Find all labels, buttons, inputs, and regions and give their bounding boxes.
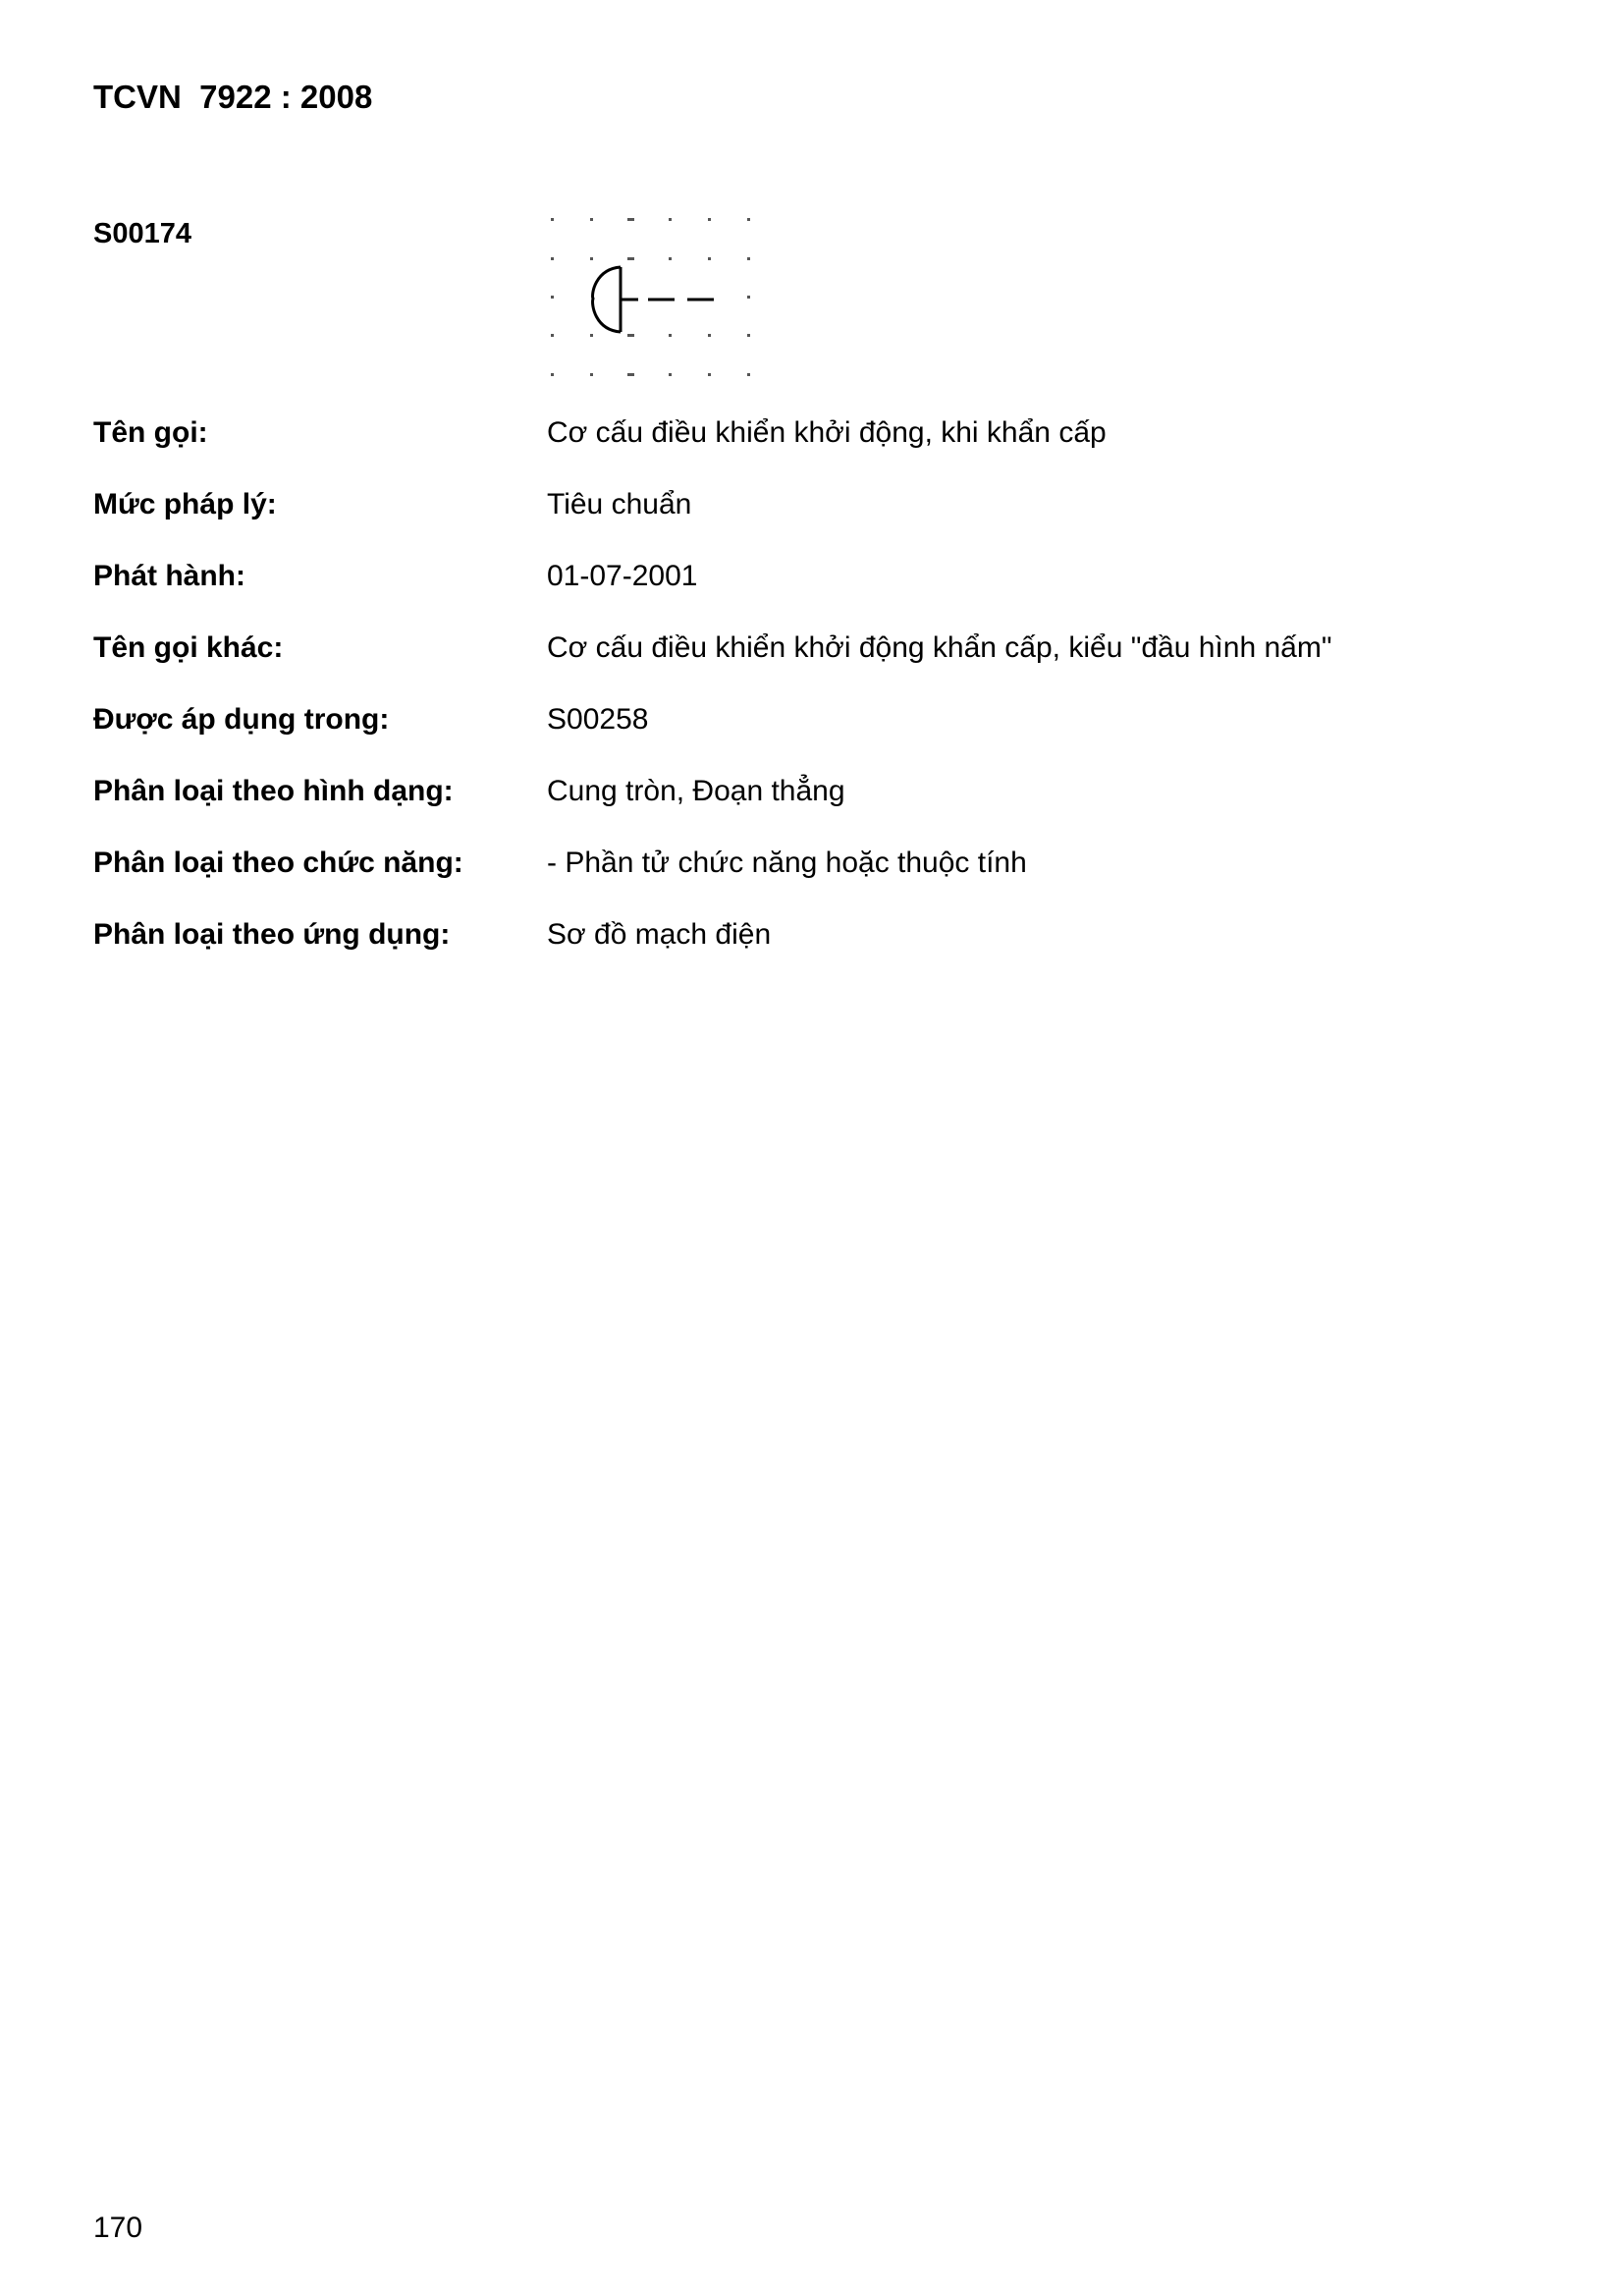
- grid-dots: [551, 218, 750, 376]
- symbol-strokes: [593, 267, 714, 332]
- property-row-applied-in: [93, 703, 1517, 746]
- property-value: Cơ cấu điều khiển khởi động, khi khẩn cấp: [547, 416, 1107, 449]
- property-value: - Phần tử chức năng hoặc thuộc tính: [547, 847, 1027, 879]
- property-row-shape-class: [93, 775, 1517, 818]
- property-label: Phân loại theo ứng dụng:: [93, 918, 451, 951]
- property-label: Tên gọi:: [93, 416, 208, 449]
- property-label: Phân loại theo chức năng:: [93, 847, 463, 879]
- property-row-legal-level: [93, 488, 1517, 531]
- emergency-stop-symbol-icon: [540, 208, 766, 385]
- symbol-code: S00174: [93, 218, 191, 249]
- property-row-application-class: [93, 918, 1517, 961]
- property-label: Được áp dụng trong:: [93, 703, 390, 736]
- property-row-function-class: [93, 847, 1517, 890]
- property-value: Cung tròn, Đoạn thẳng: [547, 775, 845, 807]
- property-value: Sơ đồ mạch điện: [547, 918, 772, 951]
- property-row-other-name: [93, 631, 1517, 675]
- property-label: Phát hành:: [93, 560, 245, 592]
- property-value: Cơ cấu điều khiển khởi động khẩn cấp, kiểu "đầu hình nấm": [547, 631, 1332, 664]
- property-label: Tên gọi khác:: [93, 631, 284, 664]
- property-value: 01-07-2001: [547, 560, 698, 592]
- property-value: Tiêu chuẩn: [547, 488, 692, 520]
- property-row-name: [93, 416, 1517, 460]
- property-label: Mức pháp lý:: [93, 488, 277, 520]
- property-value: S00258: [547, 703, 649, 736]
- property-label: Phân loại theo hình dạng:: [93, 775, 454, 807]
- property-row-issued: [93, 560, 1517, 603]
- document-title: TCVN 7922 : 2008: [93, 79, 373, 115]
- page-number: 170: [93, 2212, 143, 2244]
